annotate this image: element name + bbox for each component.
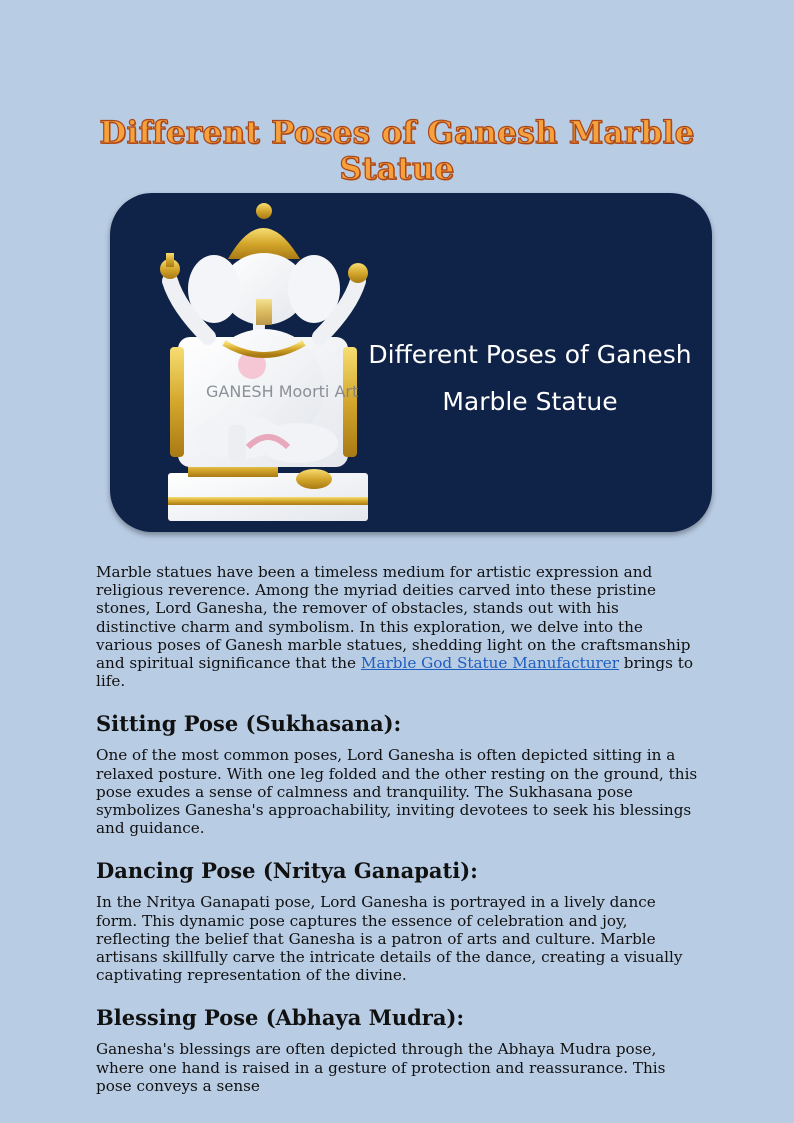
intro-paragraph: [96, 563, 701, 690]
banner-caption: [360, 331, 700, 425]
watermark-text: GANESH Moorti Art: [206, 382, 359, 401]
banner-image: [110, 193, 712, 532]
banner-caption-line-1: Different Poses of Ganesh: [368, 340, 692, 369]
intro-text: Marble statues have been a timeless medium for artistic expression and religious reverence. Among the myriad deities carved into these pristine stones, Lord Ganesha, the remover of obstacles, stands out with his distinctive charm and symbolism. In this exploration, we delve into the various poses of Ganesh marble statues, shedding light on the craftsmanship and spiritual significance that the: [96, 563, 691, 673]
banner-caption-line-2: Marble Statue: [442, 387, 618, 416]
section-heading-blessing: Blessing Pose (Abhaya Mudra):: [96, 1005, 465, 1031]
section-body-dancing: In the Nritya Ganapati pose, Lord Ganesha is portrayed in a lively dance form. This dynamic pose captures the essence of celebration and joy, reflecting the belief that Ganesha is a patron of arts and culture. Marble artisans skillfully carve the intricate details of the dance, creating a visually captivating representation of the divine.: [96, 893, 683, 985]
manufacturer-link[interactable]: Marble God Statue Manufacturer: [360, 654, 619, 673]
intro-text-end: brings to life.: [96, 654, 694, 691]
section-heading-dancing: Dancing Pose (Nritya Ganapati):: [96, 858, 478, 884]
section-heading-sitting: Sitting Pose (Sukhasana):: [96, 711, 402, 737]
article-body: [96, 563, 701, 1095]
section-body-blessing: Ganesha's blessings are often depicted through the Abhaya Mudra pose, where one hand is raised in a gesture of protection and reassurance. This pose conveys a sense: [96, 1040, 666, 1095]
section-body-sitting: One of the most common poses, Lord Ganesha is often depicted sitting in a relaxed posture. With one leg folded and the other resting on the ground, this pose exudes a sense of calmness and tranquility. The Sukhasana pose symbolizes Ganesha's approachability, inviting devotees to seek his blessings and guidance.: [96, 746, 698, 838]
ganesh-statue-illustration: [148, 197, 378, 532]
page-title: Different Poses of Ganesh Marble Statue: [99, 114, 695, 187]
